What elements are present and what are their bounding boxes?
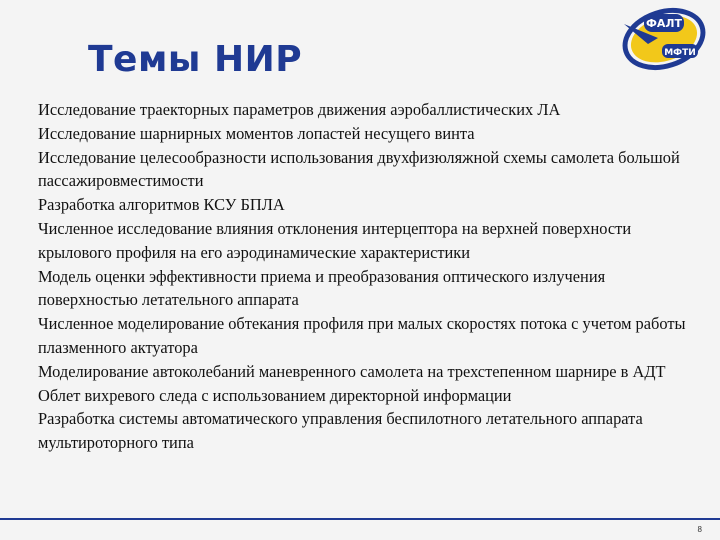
- logo-bottom-text: МФТИ: [664, 48, 696, 58]
- topics-list: [38, 98, 708, 455]
- topic-item: Моделирование автоколебаний маневренного самолета на трехстепенном шарнире в АДТ: [38, 361, 666, 381]
- falt-mipt-logo: [618, 4, 710, 74]
- topic-item: Исследование шарнирных моментов лопастей несущего винта: [38, 123, 475, 143]
- topic-item: Исследование целесообразности использования двухфизюляжной схемы самолета большой пассажировместимости: [38, 147, 680, 191]
- topic-item: Разработка алгоритмов КСУ БПЛА: [38, 195, 285, 215]
- topic-item: Исследование траекторных параметров движения аэробаллистических ЛА: [38, 100, 561, 119]
- logo-top-text: ФАЛТ: [645, 17, 683, 30]
- topic-item: Разработка системы автоматического управления беспилотного летательного аппарата мультироторного типа: [38, 409, 643, 453]
- footer-divider: [0, 518, 720, 520]
- topic-item: Численное исследование влияния отклонения интерцептора на верхней поверхности крылового профиля на его аэродинамические характеристики: [38, 218, 632, 262]
- topic-item: Облет вихревого следа с использованием директорной информации: [38, 385, 512, 405]
- topic-item: Модель оценки эффективности приема и преобразования оптического излучения поверхностью летательного аппарата: [38, 266, 606, 310]
- page-number: 8: [697, 525, 702, 534]
- topic-item: Численное моделирование обтекания профиля при малых скоростях потока с учетом работы плазменного актуатора: [38, 314, 686, 357]
- slide-title: Темы НИР: [88, 39, 303, 80]
